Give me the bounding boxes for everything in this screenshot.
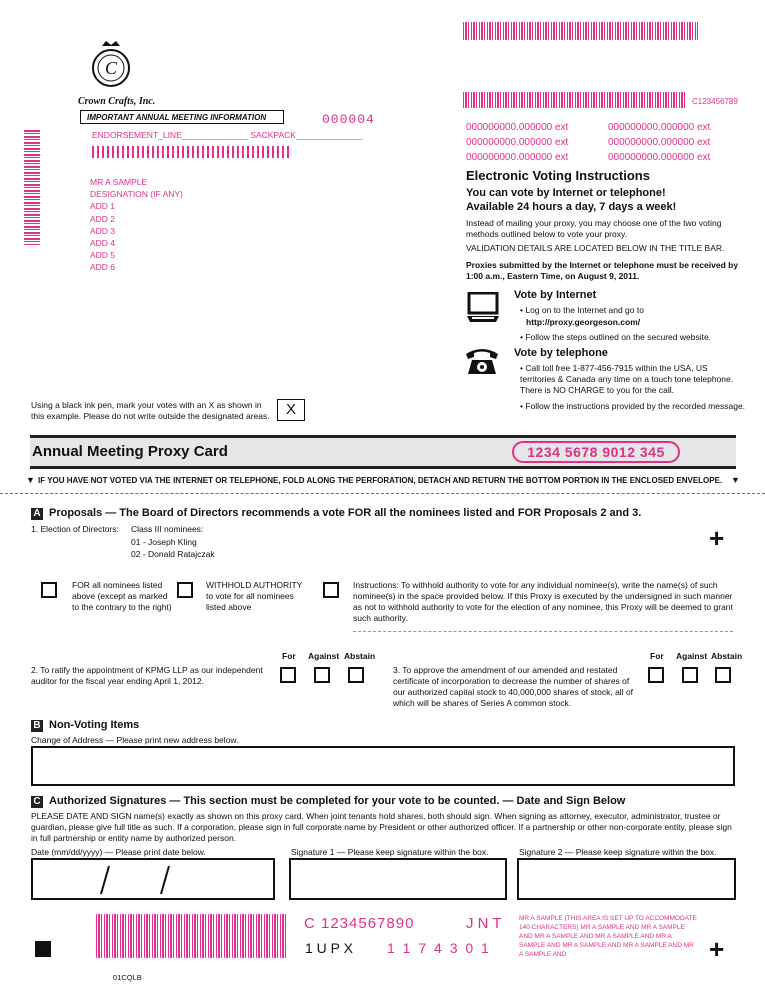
voting-deadline: Proxies submitted by the Internet or telephone must be received by 1:00 a.m., Eastern Time, on August 9, 2011. [466,260,739,281]
right-barcode [463,92,685,108]
voting-intro: Instead of mailing your proxy, you may choose one of the two voting methods outlined below to vote your proxy. [466,218,722,239]
ext-numbers-left [466,120,568,165]
footer-number: 1 1 7 4 3 0 1 [387,940,491,956]
withhold-checkbox[interactable] [177,582,193,598]
phone-bullet1: • Call toll free 1-877-456-7915 within the USA, US territories & Canada any time on a touch tone telephone. There is NO CHARGE to you for the call. [520,363,734,395]
phone-title: Vote by telephone [514,347,608,359]
section-a-letter: A [31,508,43,520]
voting-line2: Available 24 hours a day, 7 days a week! [466,201,677,213]
voting-title: Electronic Voting Instructions [466,168,650,183]
company-name: Crown Crafts, Inc. [78,96,156,107]
internet-title: Vote by Internet [514,289,597,301]
form-code: 01CQLB [113,973,142,982]
registration-plus: + [709,523,725,553]
internet-url[interactable]: http://proxy.georgeson.com/ [526,317,641,327]
card-title: Annual Meeting Proxy Card [32,443,228,460]
fold-arrow-right: ▼ [731,475,740,485]
vote-header-against: Against [308,651,340,661]
section-b-letter: B [31,720,43,732]
vote-header-for: For [282,651,296,661]
fold-arrow-left: ▼ [26,475,35,485]
footer-barcode [96,914,286,958]
prop3-abstain-checkbox[interactable] [715,667,731,683]
signature-instructions: PLEASE DATE AND SIGN name(s) exactly as shown on this proxy card. When joint tenants hold shares, both should sign. When signing as attorney, executor, administrator, trustee or guardian, please give full title as such. If a corporation, please sign in full corporate name by President or other authorized officer. If a partnership or other non-corporate entity, please sign in full partnership or entity name by authorized person. [31,811,732,843]
internet-bullet1: • Log on to the Internet and go to [520,305,644,315]
signature-1-field[interactable] [289,858,507,900]
signature-1-label: Signature 1 — Please keep signature within the box. [291,847,489,857]
change-address-field[interactable] [31,746,735,786]
vote-header-against: Against [676,651,708,661]
prop2-against-checkbox[interactable] [314,667,330,683]
address-line: ADD 2 [90,213,116,224]
top-barcode [463,22,698,40]
section-b-header [31,719,139,732]
nominee-1: 01 - Joseph Kling [131,537,197,547]
endorsement-line: ENDORSEMENT_LINE______________ SACKPACK______________ [92,130,363,140]
prop2-for-checkbox[interactable] [280,667,296,683]
signature-2-label: Signature 2 — Please keep signature within the box. [519,847,717,857]
address-line: ADD 6 [90,262,116,273]
ext-number: 000000000.000000 ext [466,122,569,133]
vote-header-abstain: Abstain [711,651,743,661]
section-b-title: Non-Voting Items [49,719,140,731]
address-line: ADD 1 [90,201,116,212]
phone-bullet2: • Follow the instructions provided by the recorded message. [520,401,746,411]
section-a-title: Proposals — The Board of Directors recommends a vote FOR all the nominees listed and FOR Proposals 2 and 3. [49,507,642,519]
instructions-checkbox[interactable] [323,582,339,598]
withhold-instructions: Instructions: To withhold authority to vote for any individual nominee(s), write the name(s) of such nominee(s) in the space provided below. If this Proxy is executed by the undersigned in such manner as not to withhold authority to vote for the election of any nominee, this Proxy will be deemed to grant such authority. [353,580,733,623]
svg-text:C: C [104,58,118,78]
election-label: 1. Election of Directors: [31,524,119,534]
nominee-write-line[interactable] [353,631,733,632]
section-a-header [31,507,641,520]
example-x-box: X [277,399,305,421]
footer-code: C 1234567890 [304,915,415,932]
meeting-info-box: IMPORTANT ANNUAL MEETING INFORMATION [80,110,284,124]
address-line: DESIGNATION (IF ANY) [90,189,183,200]
proposal-2-text: 2. To ratify the appointment of KPMG LLP as our independent auditor for the fiscal year ending April 1, 2012. [31,665,263,686]
address-line: ADD 5 [90,250,116,261]
computer-icon [466,292,500,329]
date-separators [33,860,273,898]
telephone-icon [464,346,500,381]
ext-numbers-right [608,120,710,165]
crown-crafts-logo [88,40,134,94]
for-all-checkbox[interactable] [41,582,57,598]
vote-header-for: For [650,651,664,661]
voting-line1: You can vote by Internet or telephone! [466,187,666,199]
withhold-label: WITHHOLD AUTHORITY to vote for all nominees listed above [206,580,303,612]
ext-number: 000000000.000000 ext [608,137,711,148]
address-block [90,176,183,274]
section-c-title: Authorized Signatures — This section must be completed for your vote to be counted. — Date and Sign Below [49,795,626,807]
ext-number: 000000000.000000 ext [608,152,711,163]
voting-validation: VALIDATION DETAILS ARE LOCATED BELOW IN THE TITLE BAR. [466,243,725,253]
side-barcode [24,130,40,245]
class-label: Class III nominees: [131,524,204,534]
validation-code: 1234 5678 9012 345 [512,441,680,463]
prop2-abstain-checkbox[interactable] [348,667,364,683]
fold-instruction: IF YOU HAVE NOT VOTED VIA THE INTERNET OR TELEPHONE, FOLD ALONG THE PERFORATION, DETACH AND RETURN THE BOTTOM PORTION IN THE ENCLOSED ENVELOPE. [38,476,723,485]
footer-upx: 1 U P X [305,940,353,956]
internet-bullet2: • Follow the steps outlined on the secured website. [520,332,712,342]
prop3-for-checkbox[interactable] [648,667,664,683]
prop3-against-checkbox[interactable] [682,667,698,683]
proposal-3-text: 3. To approve the amendment of our amended and restated certificate of incorporation to decrease the number of shares of our authorized capital stock to 40,000,000 shares of stock, all of which will be shares of Series A common stock. [393,665,634,708]
signature-2-field[interactable] [517,858,736,900]
nominee-2: 02 - Donald Ratajczak [131,549,215,559]
postal-barcode [92,146,292,158]
ext-number: 000000000.000000 ext [466,137,569,148]
address-line: MR A SAMPLE [90,177,148,187]
date-label: Date (mm/dd/yyyy) — Please print date below. [31,847,206,857]
control-code: C123456789 [692,97,738,106]
date-field[interactable] [31,858,275,900]
change-address-label [31,735,238,746]
address-line: ADD 3 [90,225,116,236]
for-all-label: FOR all nominees listed above (except as marked to the contrary to the right) [72,580,172,612]
vote-header-abstain: Abstain [344,651,376,661]
ext-number: 000000000.000000 ext [608,122,711,133]
footer-jnt: J N T [466,915,502,932]
footer-plus: + [709,934,725,964]
ink-instructions: Using a black ink pen, mark your votes with an X as shown in this example. Please do not write outside the designated areas. [31,400,270,421]
corner-square [35,941,51,957]
address-line: ADD 4 [90,238,116,249]
sequence-number: 000004 [322,112,375,127]
footer-sample-text: MR A SAMPLE (THIS AREA IS SET UP TO ACCOMMODATE 140 CHARACTERS) MR A SAMPLE AND MR A SAMPLE AND MR A SAMPLE AND MR A SAMPLE AND MR A SAMPLE AND MR A SAMPLE AND MR A SAMPLE AND MR A SAMPLE AND [519,915,697,958]
section-c-header [31,795,625,808]
change-address-text: Change of Address — Please print new address below. [31,735,239,745]
section-c-letter: C [31,796,43,808]
perforation-line [0,493,765,494]
ext-number: 000000000.000000 ext [466,152,569,163]
